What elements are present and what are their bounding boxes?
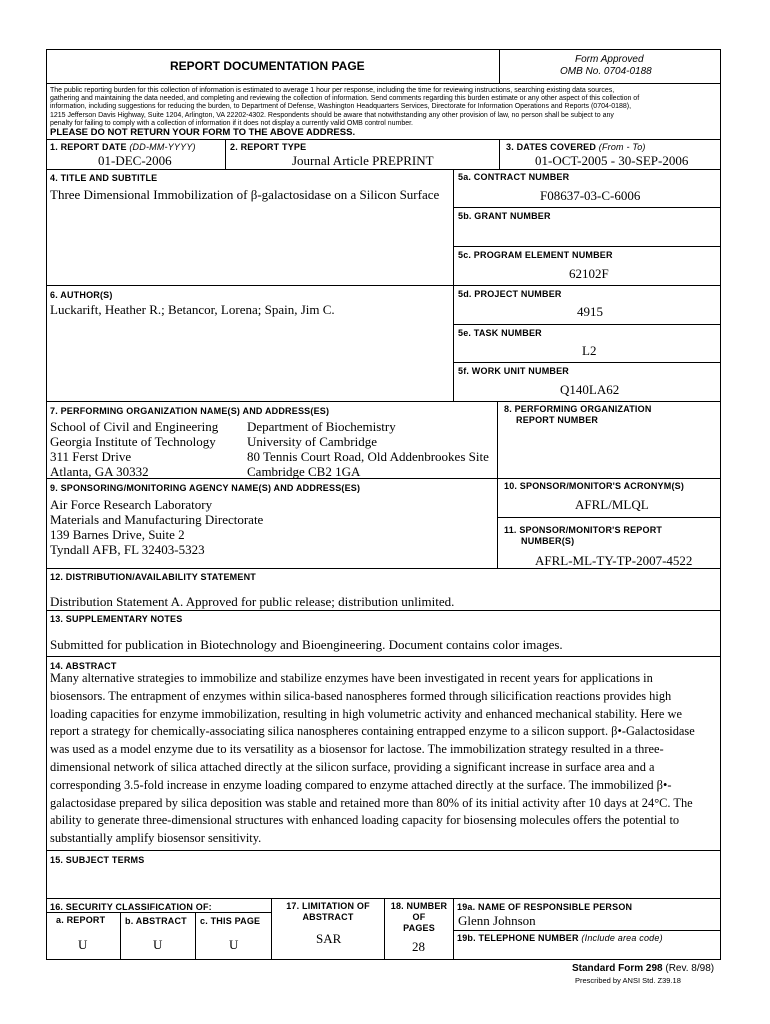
abstract-line: substantially amplify biosensor sensitivity. — [50, 831, 262, 846]
sponsoring-agency-address — [50, 497, 263, 557]
divider — [453, 285, 721, 286]
divider — [499, 139, 500, 169]
address-line: Georgia Institute of Technology — [50, 434, 216, 449]
report-date-value: 01-DEC-2006 — [98, 153, 172, 168]
responsible-person-value: Glenn Johnson — [458, 913, 536, 928]
address-line: School of Civil and Engineering — [50, 419, 219, 434]
contract-number-label: 5a. CONTRACT NUMBER — [458, 172, 570, 182]
classification-report-value: U — [78, 937, 88, 952]
address-line: 80 Tennis Court Road, Old Addenbrookes Site — [247, 449, 489, 464]
distribution-label: 12. DISTRIBUTION/AVAILABILITY STATEMENT — [50, 572, 256, 582]
distribution-value: Distribution Statement A. Approved for public release; distribution unlimited. — [50, 594, 455, 609]
form-title: REPORT DOCUMENTATION PAGE — [170, 59, 365, 73]
sponsor-report-number-value: AFRL-ML-TY-TP-2007-4522 — [535, 553, 693, 568]
number-of-pages-value: 28 — [412, 939, 425, 954]
abstract-line: galactosidase prepared by silica deposition was stable and retained more than 80% of its initial activity after 10 days at 24°C. The — [50, 795, 693, 810]
abstract-line: loading capacities for enzyme immobilization, resulting in high volumetric activity and enhanced mechanical stability. Here we — [50, 706, 682, 721]
work-unit-value: Q140LA62 — [560, 382, 620, 397]
divider — [46, 656, 721, 657]
report-date-label: 1. REPORT DATE (DD-MM-YYYY) — [50, 142, 196, 152]
address-line: Cambridge CB2 1GA — [247, 464, 361, 479]
address-line: Materials and Manufacturing Directorate — [50, 512, 264, 527]
number-of-pages-label: 18. NUMBER OF PAGES — [390, 901, 448, 933]
divider — [46, 83, 721, 84]
classification-report-label: a. REPORT — [56, 915, 106, 925]
limitation-value: SAR — [316, 931, 342, 946]
divider — [453, 362, 721, 363]
divider — [46, 169, 721, 170]
title-value: Three Dimensional Immobilization of β-galactosidase on a Silicon Surface — [50, 187, 440, 202]
omb-number: OMB No. 0704-0188 — [560, 66, 652, 77]
address-line: 139 Barnes Drive, Suite 2 — [50, 527, 185, 542]
project-number-value: 4915 — [577, 304, 603, 319]
abstract-line: report a strategy for chemically-associating silica nanospheres containing entrapped enzyme to a silicon support. β•-Galactosidase — [50, 724, 695, 739]
abstract-line: dimensional network of silica attached directly at the silicon surface, providing a significant increase in surface area and a — [50, 759, 655, 774]
divider — [195, 912, 196, 960]
burden-line: 1215 Jefferson Davis Highway, Suite 1204, Arlington, VA 22202-4302. Respondents should be aware that notwithstanding any other provision of law, no person shall be subject to any — [50, 111, 614, 119]
abstract-line: ability to generate three-dimensional structures with enhanced loading capacity for biosensing molecules offers the potential to — [50, 813, 680, 828]
security-classification-label: 16. SECURITY CLASSIFICATION OF: — [50, 902, 212, 912]
divider — [453, 207, 721, 208]
divider — [497, 401, 498, 568]
address-line: Air Force Research Laboratory — [50, 497, 213, 512]
task-number-value: L2 — [582, 343, 597, 358]
divider — [46, 401, 721, 402]
abstract-label: 14. ABSTRACT — [50, 661, 117, 671]
project-number-label: 5d. PROJECT NUMBER — [458, 289, 562, 299]
performing-org-label: 7. PERFORMING ORGANIZATION NAME(S) AND ADDRESS(ES) — [50, 406, 330, 416]
dates-covered-value: 01-OCT-2005 - 30-SEP-2006 — [535, 153, 689, 168]
sponsor-acronym-label: 10. SPONSOR/MONITOR'S ACRONYM(S) — [504, 481, 685, 491]
responsible-person-label: 19a. NAME OF RESPONSIBLE PERSON — [457, 902, 633, 912]
prescribed-by-label: Prescribed by ANSI Std. Z39.18 — [575, 976, 681, 985]
burden-line: gathering and maintaining the data needed, and completing and reviewing the collection of information. Send comments regarding this burden estimate or any other aspect of this collection of — [50, 95, 640, 103]
authors-value: Luckarift, Heather R.; Betancor, Lorena; Spain, Jim C. — [50, 302, 335, 317]
title-label: 4. TITLE AND SUBTITLE — [50, 173, 158, 183]
divider — [225, 139, 226, 169]
do-not-return-notice: PLEASE DO NOT RETURN YOUR FORM TO THE ABOVE ADDRESS. — [50, 127, 356, 138]
subject-terms-label: 15. SUBJECT TERMS — [50, 855, 145, 865]
program-element-value: 62102F — [569, 266, 609, 281]
divider — [384, 898, 385, 960]
classification-page-value: U — [229, 937, 239, 952]
sponsor-acronym-value: AFRL/MLQL — [575, 497, 649, 512]
abstract-text — [50, 670, 718, 848]
limitation-label: 17. LIMITATION OF ABSTRACT — [286, 901, 370, 922]
burden-line: information, including suggestions for reducing the burden, to Department of Defense, Washington Headquarters Services, Directorate for Information Operations and Reports (0704-0188), — [50, 103, 632, 111]
classification-page-label: c. THIS PAGE — [200, 916, 261, 926]
performing-org-address-1 — [50, 419, 218, 479]
sponsoring-agency-label: 9. SPONSORING/MONITORING AGENCY NAME(S) AND ADDRESS(ES) — [50, 483, 361, 493]
divider — [46, 850, 721, 851]
abstract-line: corresponding 3.5-fold increase in enzyme loading compared to enzyme attached directly at the surface. The immobilized β•- — [50, 777, 672, 792]
address-line: Atlanta, GA 30332 — [50, 464, 149, 479]
contract-number-value: F08637-03-C-6006 — [540, 188, 641, 203]
task-number-label: 5e. TASK NUMBER — [458, 328, 542, 338]
program-element-label: 5c. PROGRAM ELEMENT NUMBER — [458, 250, 613, 260]
report-type-value: Journal Article PREPRINT — [292, 153, 434, 168]
abstract-line: was used as a model enzyme due to its versatility as a biosensor for lactose. The immobilization strategy resulted in a three- — [50, 742, 664, 757]
divider — [453, 930, 721, 931]
authors-label: 6. AUTHOR(S) — [50, 290, 113, 300]
burden-statement — [50, 87, 718, 128]
divider — [499, 49, 500, 83]
grant-number-label: 5b. GRANT NUMBER — [458, 211, 551, 221]
supplementary-notes-value: Submitted for publication in Biotechnology and Bioengineering. Document contains color images. — [50, 637, 563, 652]
sponsor-report-number-label: 11. SPONSOR/MONITOR'S REPORT NUMBER(S) — [504, 525, 663, 546]
divider — [46, 568, 721, 569]
divider — [46, 912, 271, 913]
burden-line: penalty for failing to comply with a collection of information if it does not display a currently valid OMB control number. — [50, 119, 414, 127]
performing-org-address-2 — [247, 419, 489, 479]
divider — [453, 898, 454, 960]
divider — [120, 912, 121, 960]
divider — [271, 898, 272, 960]
form-approved-label: Form Approved — [575, 54, 644, 65]
performing-org-report-label: 8. PERFORMING ORGANIZATION REPORT NUMBER — [504, 404, 652, 425]
divider — [46, 610, 721, 611]
classification-abstract-label: b. ABSTRACT — [125, 916, 187, 926]
work-unit-label: 5f. WORK UNIT NUMBER — [458, 366, 569, 376]
divider — [453, 324, 721, 325]
report-type-label: 2. REPORT TYPE — [230, 142, 307, 152]
address-line: Tyndall AFB, FL 32403-5323 — [50, 542, 205, 557]
divider — [497, 517, 721, 518]
dates-covered-label: 3. DATES COVERED (From - To) — [506, 142, 646, 152]
address-line: 311 Ferst Drive — [50, 449, 132, 464]
standard-form-label: Standard Form 298 (Rev. 8/98) — [572, 963, 715, 974]
burden-line: The public reporting burden for this collection of information is estimated to average 1 hour per response, including the time for reviewing instructions, searching existing data sources, — [50, 87, 615, 94]
address-line: Department of Biochemistry — [247, 419, 396, 434]
divider — [453, 246, 721, 247]
address-line: University of Cambridge — [247, 434, 377, 449]
supplementary-notes-label: 13. SUPPLEMENTARY NOTES — [50, 614, 183, 624]
divider — [46, 139, 721, 140]
telephone-label: 19b. TELEPHONE NUMBER (Include area code) — [457, 933, 663, 943]
divider — [46, 478, 721, 479]
abstract-line: Many alternative strategies to immobilize and stabilize enzymes have been investigated in recent years for applications in — [50, 671, 653, 685]
classification-abstract-value: U — [153, 937, 163, 952]
abstract-line: biosensors. The entrapment of enzymes within silica-based nanospheres formed through silicification reactions provides high — [50, 688, 672, 703]
divider — [46, 285, 453, 286]
